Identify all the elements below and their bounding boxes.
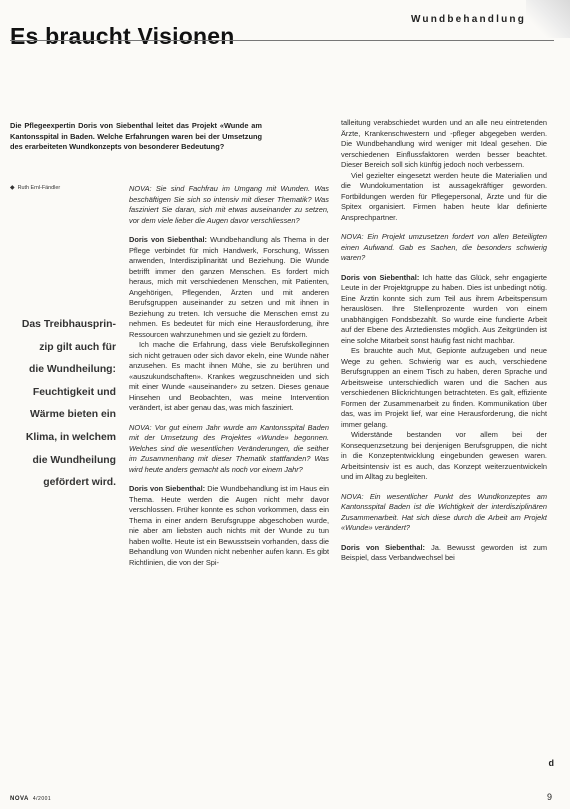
interview-answer bbox=[341, 273, 547, 347]
pull-quote-line: Das Treibhausprin- bbox=[21, 319, 116, 330]
header-rule bbox=[10, 40, 554, 41]
interview-answer bbox=[129, 235, 329, 340]
corner-shade bbox=[526, 0, 570, 38]
interview-question: NOVA: Vor gut einem Jahr wurde am Kantonsspital Baden mit der Umsetzung des Projektes «Wunde» begonnen. Welches sind die wesentlichen Veränderungen, die seither im Zusammenhang mit dieser Thematik stattfanden? Was wird heute anders gemacht als noch vor einem Jahr? bbox=[129, 422, 329, 474]
answer-text: Wundbehandlung als Thema in der Pflege verbindet für mich Handwerk, Forschung, Wissen anwenden, Interdisziplinarität und Beziehung. Die Wunde betrifft immer den ganzen Menschen. Es fordert mich heraus, mich mit verschiedenen Menschen, mit Patienten, Angehörigen, Pflegenden, Ärzten und mit anderen Berufsgruppen auseinander zu setzen und mit ihnen in Beziehung zu treten. Ich versuche die Menschen ernst zu nehmen. Es bedeutet für mich eine Herausforderung, ihre Ressourcen wahrzunehmen und sie gezielt zu fördern. bbox=[129, 235, 329, 339]
magazine-name: NOVA bbox=[10, 796, 29, 802]
footer-magazine bbox=[10, 796, 51, 802]
interview-question: NOVA: Ein wesentlicher Punkt des Wundkonzeptes am Kantonsspital Baden ist die Wichtigkeit der interdisziplinären Zusammenarbeit. Hat sich diese durch die Arbeit am Projekt «Wunde» verändert? bbox=[341, 491, 547, 532]
section-label: Wundbehandlung bbox=[410, 14, 526, 25]
lead-paragraph: Die Pflegeexpertin Doris von Siebenthal leitet das Projekt «Wunde am Kantonsspital in Baden. Welche Erfahrungen waren bei der Umsetzung des erarbeiteten Wundkonzepts von besonderer Bedeutung? bbox=[10, 121, 262, 152]
article-title: Es braucht Visionen bbox=[10, 23, 235, 50]
right-column bbox=[341, 118, 547, 788]
answer-paragraph: Viel gezielter eingesetzt werden heute die Materialien und die Wundokumentation ist aussagekräftiger geworden. Fortbildungen werden für Pflegepersonal, Ärzte und für die Spitex organisiert. Firmen haben heute klar definierte Ansprechpartner. bbox=[341, 170, 547, 222]
interview-answer bbox=[341, 543, 547, 564]
page-number: 9 bbox=[546, 792, 552, 802]
pull-quote-line: Feuchtigkeit und bbox=[32, 386, 116, 398]
bullet-icon: ◆ bbox=[10, 185, 15, 191]
speaker-name: Doris von Siebenthal: bbox=[129, 235, 208, 244]
pull-quote bbox=[8, 314, 116, 495]
author-name: Ruth Ernl-Fändler bbox=[17, 185, 61, 191]
pull-quote-line: gefördert wird. bbox=[43, 477, 116, 489]
speaker-name: Doris von Siebenthal: bbox=[129, 484, 206, 493]
middle-column bbox=[129, 184, 329, 794]
author-byline bbox=[10, 184, 60, 191]
pull-quote-line: die Wundheilung: bbox=[29, 364, 116, 376]
interview-answer bbox=[129, 484, 329, 568]
interview-question: NOVA: Ein Projekt umzusetzen fordert von allen Beteiligten einen Aufwand. Gab es Sachen, die besonders schwierig waren? bbox=[341, 232, 547, 262]
pull-quote-line: zip gilt auch für bbox=[39, 341, 116, 353]
pull-quote-line: Wärme bieten ein bbox=[29, 409, 116, 421]
speaker-name: Doris von Siebenthal: bbox=[341, 272, 420, 282]
answer-paragraph: Ich mache die Erfahrung, dass viele Berufskolleginnen sich nicht getrauen oder sich davor ekeln, eine Wunde näher anzusehen. Es macht ihnen Mühe, sie zu berühren und «auszukundschaften». Krankes wegzuschneiden und sich mit einer Wunde «auseinander» zu setzen. Dieses genaue Hinsehen und Beobachten, was meine Intervention verändert, ist aber genau das, was mich fasziniert. bbox=[129, 340, 329, 412]
answer-text: Die Wundbehandlung ist im Haus ein Thema. Heute werden die Augen nicht mehr davor verschlossen. Früher konnte es schon vorkommen, dass ein Thema in einer andern Berufsgruppe abgeschoben wurde, nie aber am liebsten auch nichts mit der Wunde zu tun haben wollte. Heute ist ein Bewusstsein vorhanden, dass die Behandlung von Wunden nicht nebenher aufen kann. Es gibt Richtlinien, die von der Spi- bbox=[129, 484, 329, 567]
answer-paragraph: Es brauchte auch Mut, Gepionte aufzugeben und neue Wege zu gehen. Schwierig war es auch, verschiedene Berufsgruppen an einem Tisch zu haben, deren Sprache und Arbeitsweise unterschiedlich waren und die Sachen aus verschiedenen Blickrichtungen betrachteten. Es galt, effiziente Formen der Zusammenarbeit zu finden. Kommunikation über das, was im Projekt lief, war eine Herausforderung, die nicht immer gelang. bbox=[341, 346, 547, 429]
speaker-name: Doris von Siebenthal: bbox=[341, 542, 426, 552]
pull-quote-line: die Wundheilung bbox=[32, 454, 116, 466]
answer-text: Ich hatte das Glück, sehr engagierte Leute in der Projektgruppe zu haben. Dies ist unbedingt nötig. Eine Ärztin konnte sich zum Teil aus ihrem Arbeitspensum herauslösen. Ihre Stellenprozente wurden von einem unabhängigen Fondsbezahlt. So wurde eine fundierte Arbeit auf der Ebene des Ärztedienstes möglich. Aus Zeitgründen ist eine solche Mitarbeit sonst häufig fast nicht machbar. bbox=[341, 272, 547, 345]
answer-paragraph: talleitung verabschiedet wurden und an alle neu eintretenden Ärzte, Krankenschwestern und -pfleger abgegeben werden. Die Wundbehandlung wird weniger mit Ideal gesehen. Die verschiedenen Einflussfaktoren werden besser beachtet. Dieser Bereich soll sich künftig jedoch noch verbessern. bbox=[341, 118, 547, 169]
pull-quote-line: Klima, in welchem bbox=[25, 431, 116, 443]
interview-question: NOVA: Sie sind Fachfrau im Umgang mit Wunden. Was beschäftigen Sie sich so intensiv mit dieser Thematik? Was fasziniert Sie daran, sich mit etwas auseinander zu setzen, vor dem viele lieber die Augen davor verschliessen? bbox=[129, 184, 329, 225]
article-end-mark: d bbox=[548, 758, 554, 768]
answer-paragraph: Widerstände bestanden vor allem bei der Konsequenzsetzung bei denjenigen Berufsgruppen, die nicht in die Konzeptentwicklung eingebunden gewesen waren. Arbeitsintensiv ist es auch, das Konzept weiterzuentwickeln und im Alltag zu begleiten. bbox=[341, 430, 547, 481]
answer-text: Ja. Bewusst geworden ist zum Beispiel, dass Verbandwechsel bei bbox=[341, 542, 547, 562]
issue-number: 4/2001 bbox=[32, 796, 52, 802]
